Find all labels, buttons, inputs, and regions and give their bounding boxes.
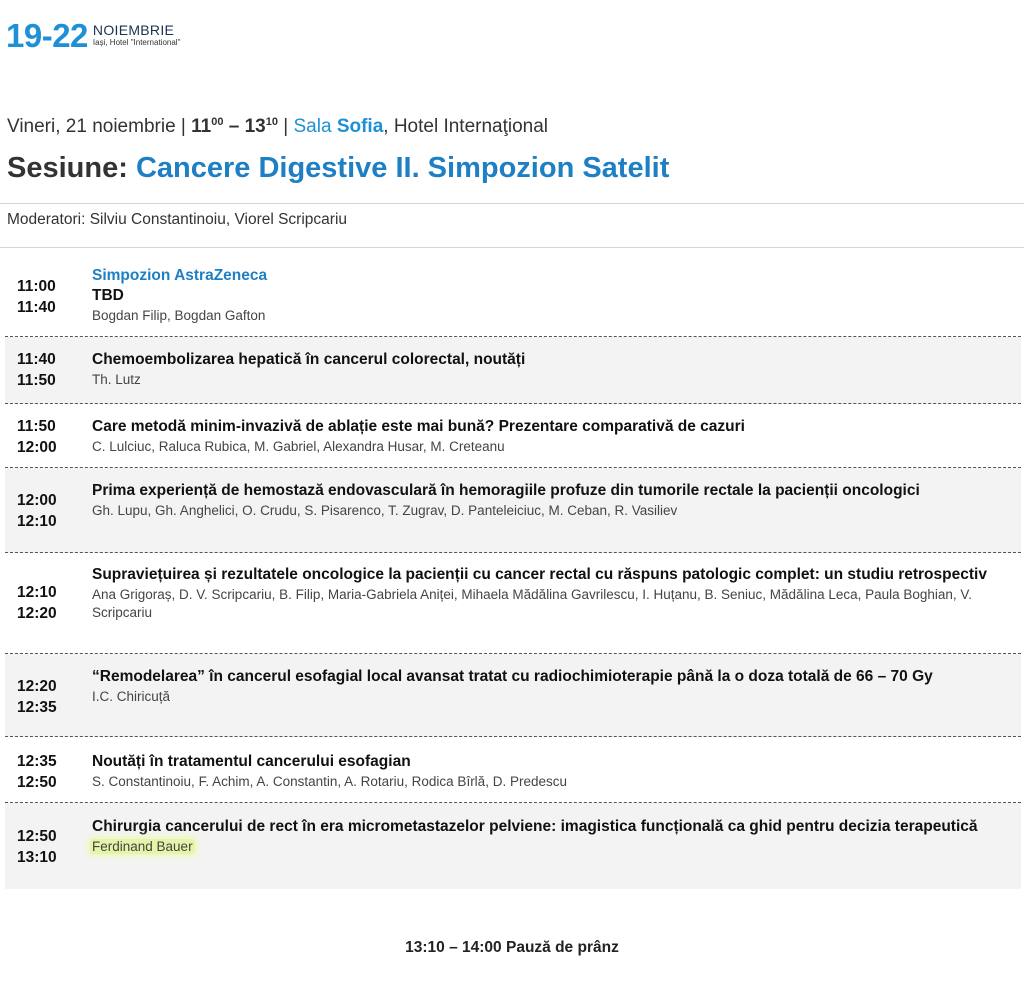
program-row — [5, 468, 1021, 553]
talk-content — [92, 350, 1009, 389]
lunch-break: 13:10 – 14:00 Pauză de prânz — [405, 939, 619, 956]
program-row — [5, 654, 1021, 737]
talk-authors: Ana Grigoraș, D. V. Scripcariu, B. Filip, Maria-Gabriela Aniței, Mihaela Mădălina Gavrilescu, I. Huțanu, B. Seniuc, Mădălina Leca, Paula Boghian, V. Scripcariu — [92, 587, 972, 620]
separator: | — [278, 116, 294, 137]
talk-authors: I.C. Chiricuță — [92, 689, 171, 704]
sponsor-name: Simpozion AstraZeneca — [92, 267, 268, 284]
start-time: 12:20 — [17, 678, 57, 695]
logo-text — [93, 22, 181, 48]
event-logo — [6, 18, 180, 54]
time-range — [17, 676, 77, 718]
talk-title: Care metodă minim-invazivă de ablație este mai bună? Prezentare comparativă de cazuri — [92, 418, 745, 435]
divider — [0, 203, 1024, 204]
start-minute: 00 — [211, 116, 224, 128]
talk-title: Noutăți în tratamentul cancerului esofagian — [92, 753, 411, 770]
talk-authors: C. Lulciuc, Raluca Rubica, M. Gabriel, Alexandra Husar, M. Creteanu — [92, 439, 505, 454]
time-range — [17, 582, 77, 624]
end-time: 12:00 — [17, 439, 57, 456]
program-row — [5, 262, 1021, 337]
divider — [0, 247, 1024, 248]
session-dateline — [7, 116, 548, 138]
room-label: Sala — [293, 116, 337, 137]
time-range — [17, 490, 77, 532]
talk-title: Chirurgia cancerului de rect în era micrometastazelor pelviene: imagistica funcțională ca ghid pentru decizia terapeutică — [92, 818, 978, 835]
talk-content — [92, 667, 1009, 706]
talk-authors: Bogdan Filip, Bogdan Gafton — [92, 308, 266, 323]
time-range — [17, 349, 77, 391]
talk-title: TBD — [92, 287, 124, 304]
start-time: 12:50 — [17, 828, 57, 845]
session-title — [7, 152, 669, 185]
talk-title: Supraviețuirea și rezultatele oncologice la pacienții cu cancer rectal cu răspuns patologic complet: un studiu retrospectiv — [92, 566, 987, 583]
logo-month: NOIEMBRIE — [92, 22, 175, 38]
highlighted-author: Ferdinand Bauer — [92, 839, 193, 854]
talk-authors — [92, 838, 1009, 856]
program-row — [5, 553, 1021, 654]
talk-title: Prima experiență de hemostază endovasculară în hemoragiile profuze din tumorile rectale la pacienții oncologici — [92, 482, 920, 499]
talk-authors: Th. Lutz — [92, 372, 141, 387]
program-row — [5, 737, 1021, 803]
talk-content — [92, 481, 1009, 520]
session-start-time — [191, 116, 278, 137]
program-row — [5, 803, 1021, 889]
talk-title: “Remodelarea” în cancerul esofagial local avansat tratat cu radiochimioterapie până la o doza totală de 66 – 70 Gy — [92, 668, 933, 685]
start-time: 12:00 — [17, 492, 57, 509]
time-dash: – — [223, 116, 245, 137]
talk-authors: Gh. Lupu, Gh. Anghelici, O. Crudu, S. Pisarenco, T. Zugrav, D. Panteleiciuc, M. Ceban, R. Vasiliev — [92, 503, 678, 518]
start-time: 11:00 — [17, 278, 56, 295]
start-hour: 11 — [191, 116, 212, 137]
talk-content — [92, 817, 1009, 856]
start-time: 11:40 — [17, 351, 56, 368]
logo-place: Iași, Hotel "International" — [92, 38, 181, 47]
end-minute: 10 — [265, 116, 278, 128]
time-range — [17, 826, 77, 868]
end-time: 12:10 — [17, 513, 57, 530]
program-row — [5, 404, 1021, 468]
logo-dates: 19-22 — [6, 17, 88, 54]
end-time: 11:40 — [17, 299, 56, 316]
start-time: 12:35 — [17, 753, 57, 770]
separator: | — [175, 116, 192, 137]
start-time: 12:10 — [17, 584, 57, 601]
talk-content — [92, 565, 1009, 622]
session-day: Vineri, 21 noiembrie — [7, 116, 176, 137]
end-time: 12:20 — [17, 605, 57, 622]
end-time: 12:50 — [17, 774, 57, 791]
moderators: Moderatori: Silviu Constantinoiu, Viorel Scripcariu — [7, 211, 348, 228]
start-time: 11:50 — [17, 418, 56, 435]
venue: , Hotel Internaţional — [383, 116, 549, 137]
talk-content — [92, 417, 1009, 456]
room-name: Sofia — [336, 116, 384, 137]
session-name: Cancere Digestive II. Simpozion Satelit — [135, 152, 670, 184]
talk-content — [92, 266, 1009, 325]
session-label: Sesiune: — [7, 152, 136, 184]
end-time: 12:35 — [17, 699, 57, 716]
end-time: 11:50 — [17, 372, 56, 389]
talk-content — [92, 752, 1009, 791]
end-hour: 13 — [244, 116, 266, 137]
time-range — [17, 416, 77, 458]
program-row — [5, 337, 1021, 404]
end-time: 13:10 — [17, 849, 57, 866]
time-range — [17, 276, 77, 318]
time-range — [17, 751, 77, 793]
talk-title: Chemoembolizarea hepatică în cancerul colorectal, noutăți — [92, 351, 526, 368]
talk-authors: S. Constantinoiu, F. Achim, A. Constantin, A. Rotariu, Rodica Bîrlă, D. Predescu — [92, 774, 567, 789]
